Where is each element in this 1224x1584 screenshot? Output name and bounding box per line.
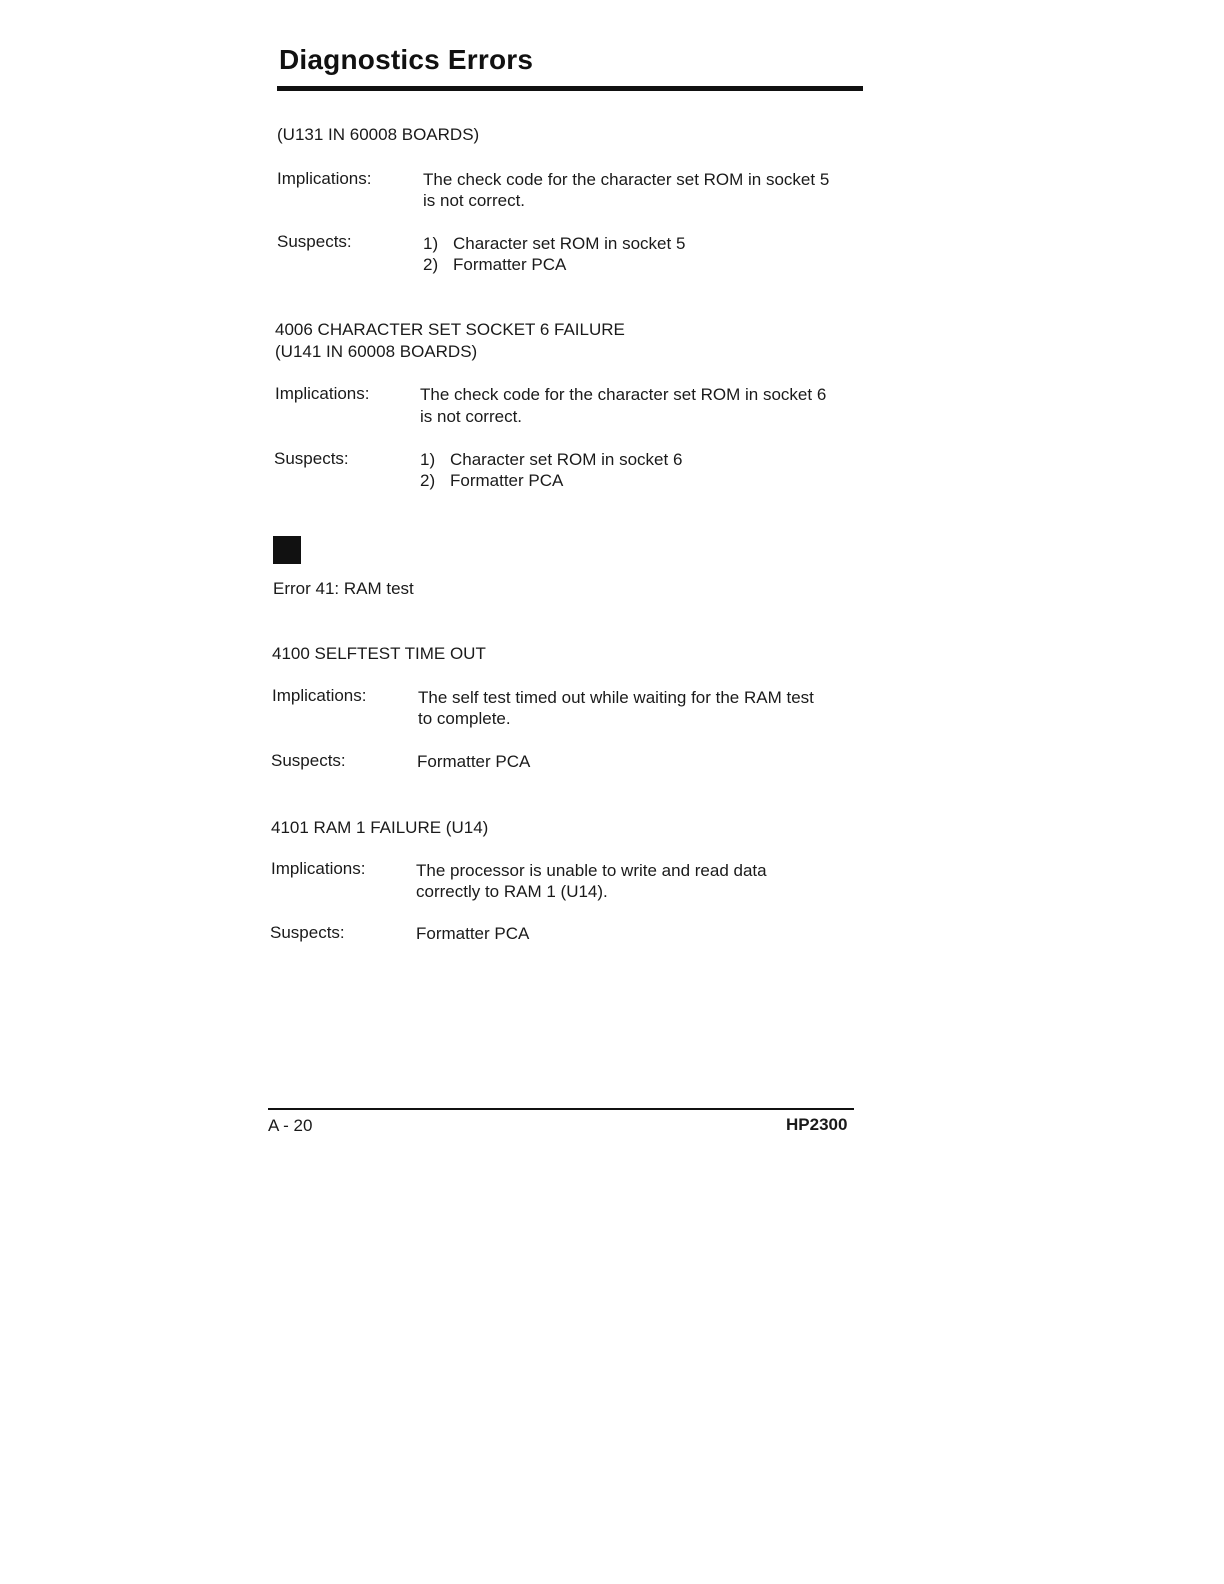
section-c-heading: 4100 SELFTEST TIME OUT xyxy=(272,644,486,663)
section-b-heading-line1: 4006 CHARACTER SET SOCKET 6 FAILURE xyxy=(275,320,625,339)
footer-rule xyxy=(268,1108,854,1110)
section-c-implications-line2: to complete. xyxy=(418,709,511,728)
section-d-implications-line1: The processor is unable to write and read data xyxy=(416,861,767,880)
section-a-implications-line2: is not correct. xyxy=(423,191,526,210)
section-b-suspect-item xyxy=(420,449,682,470)
section-d-implications-label: Implications: xyxy=(271,859,366,878)
section-a-implications-label: Implications: xyxy=(277,169,372,188)
suspect-text: Character set ROM in socket 5 xyxy=(453,234,686,253)
section-c-suspects-label: Suspects: xyxy=(271,751,346,770)
section-d-suspects-label: Suspects: xyxy=(270,923,345,942)
section-d-heading: 4101 RAM 1 FAILURE (U14) xyxy=(271,818,489,837)
error-group-title: Error 41: RAM test xyxy=(273,579,414,598)
section-b-implications-line2: is not correct. xyxy=(420,407,523,426)
section-a-heading: (U131 IN 60008 BOARDS) xyxy=(277,125,480,144)
suspect-text: Formatter PCA xyxy=(453,255,567,274)
section-b-suspect-item xyxy=(420,470,563,491)
product-name: HP2300 xyxy=(786,1115,848,1134)
section-b-implications-line1: The check code for the character set ROM in socket 6 xyxy=(420,385,827,404)
section-d-suspects-text: Formatter PCA xyxy=(416,924,530,943)
section-c-implications-line1: The self test timed out while waiting for the RAM test xyxy=(418,688,814,707)
page-number: A - 20 xyxy=(268,1116,313,1135)
section-c-implications-label: Implications: xyxy=(272,686,367,705)
suspect-number: 1) xyxy=(420,450,436,469)
section-b-heading-line2: (U141 IN 60008 BOARDS) xyxy=(275,342,478,361)
section-a-suspect-item xyxy=(423,254,566,275)
section-a-suspects-label: Suspects: xyxy=(277,232,352,251)
page-title: Diagnostics Errors xyxy=(279,44,534,75)
section-b-suspects-label: Suspects: xyxy=(274,449,349,468)
title-rule xyxy=(277,86,863,91)
suspect-number: 2) xyxy=(423,255,439,274)
section-a-implications-line1: The check code for the character set ROM in socket 5 xyxy=(423,170,830,189)
suspect-text: Character set ROM in socket 6 xyxy=(450,450,683,469)
section-marker-square xyxy=(273,536,301,564)
suspect-number: 2) xyxy=(420,471,436,490)
suspect-text: Formatter PCA xyxy=(450,471,564,490)
section-c-suspects-text: Formatter PCA xyxy=(417,752,531,771)
section-b-implications-label: Implications: xyxy=(275,384,370,403)
section-a-suspect-item xyxy=(423,233,685,254)
suspect-number: 1) xyxy=(423,234,439,253)
section-d-implications-line2: correctly to RAM 1 (U14). xyxy=(416,882,608,901)
